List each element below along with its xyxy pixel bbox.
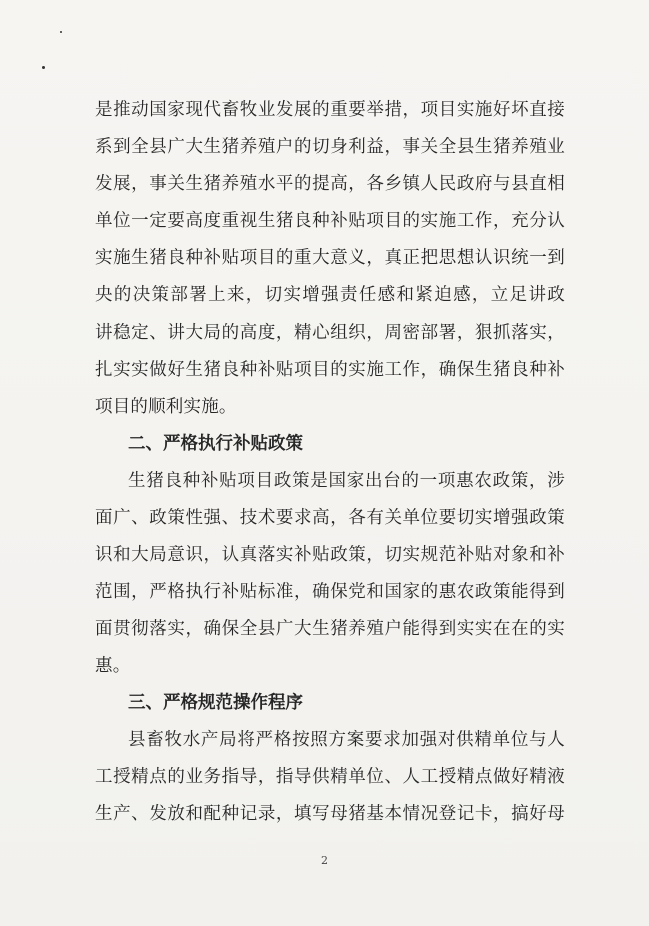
paragraph-line: 发展，事关生猪养殖水平的提高，各乡镇人民政府与县直相 <box>95 174 565 194</box>
page-number: 2 <box>321 854 328 867</box>
section-heading-3: 三、严格规范操作程序 <box>128 693 303 713</box>
paragraph-line: 是推动国家现代畜牧业发展的重要举措，项目实施好坏直接 <box>95 100 565 120</box>
paragraph-line: 面广、政策性强、技术要求高，各有关单位要切实增强政策 <box>95 508 565 528</box>
paragraph-line: 范围，严格执行补贴标准，确保党和国家的惠农政策能得到 <box>95 582 565 602</box>
paragraph-line: 生产、发放和配种记录，填写母猪基本情况登记卡，搞好母 <box>95 804 565 824</box>
paragraph-line: 县畜牧水产局将严格按照方案要求加强对供精单位与人 <box>128 730 565 750</box>
paragraph-line: 项目的顺利实施。 <box>95 397 237 417</box>
section-heading-2: 二、严格执行补贴政策 <box>128 434 303 454</box>
paragraph-line: 讲稳定、讲大局的高度，精心组织，周密部署，狠抓落实， <box>95 323 565 343</box>
paragraph-line: 单位一定要高度重视生猪良种补贴项目的实施工作，充分认 <box>95 211 565 231</box>
paragraph-line: 系到全县广大生猪养殖户的切身利益，事关全县生猪养殖业 <box>95 137 565 157</box>
scan-speck <box>60 31 62 33</box>
paragraph-line: 识和大局意识，认真落实补贴政策，切实规范补贴对象和补 <box>95 545 565 565</box>
paragraph-line: 央的决策部署上来，切实增强责任感和紧迫感，立足讲政 <box>95 285 565 305</box>
paragraph-line: 面贯彻落实，确保全县广大生猪养殖户能得到实实在在的实 <box>95 619 565 639</box>
paragraph-line: 实施生猪良种补贴项目的重大意义，真正把思想认识统一到 <box>95 248 565 268</box>
paragraph-line: 惠。 <box>95 656 131 676</box>
paragraph-line: 工授精点的业务指导，指导供精单位、人工授精点做好精液 <box>95 767 565 787</box>
paragraph-line: 扎实实做好生猪良种补贴项目的实施工作，确保生猪良种补 <box>95 360 565 380</box>
scan-speck <box>42 66 45 69</box>
paragraph-line: 生猪良种补贴项目政策是国家出台的一项惠农政策，涉 <box>128 471 565 491</box>
